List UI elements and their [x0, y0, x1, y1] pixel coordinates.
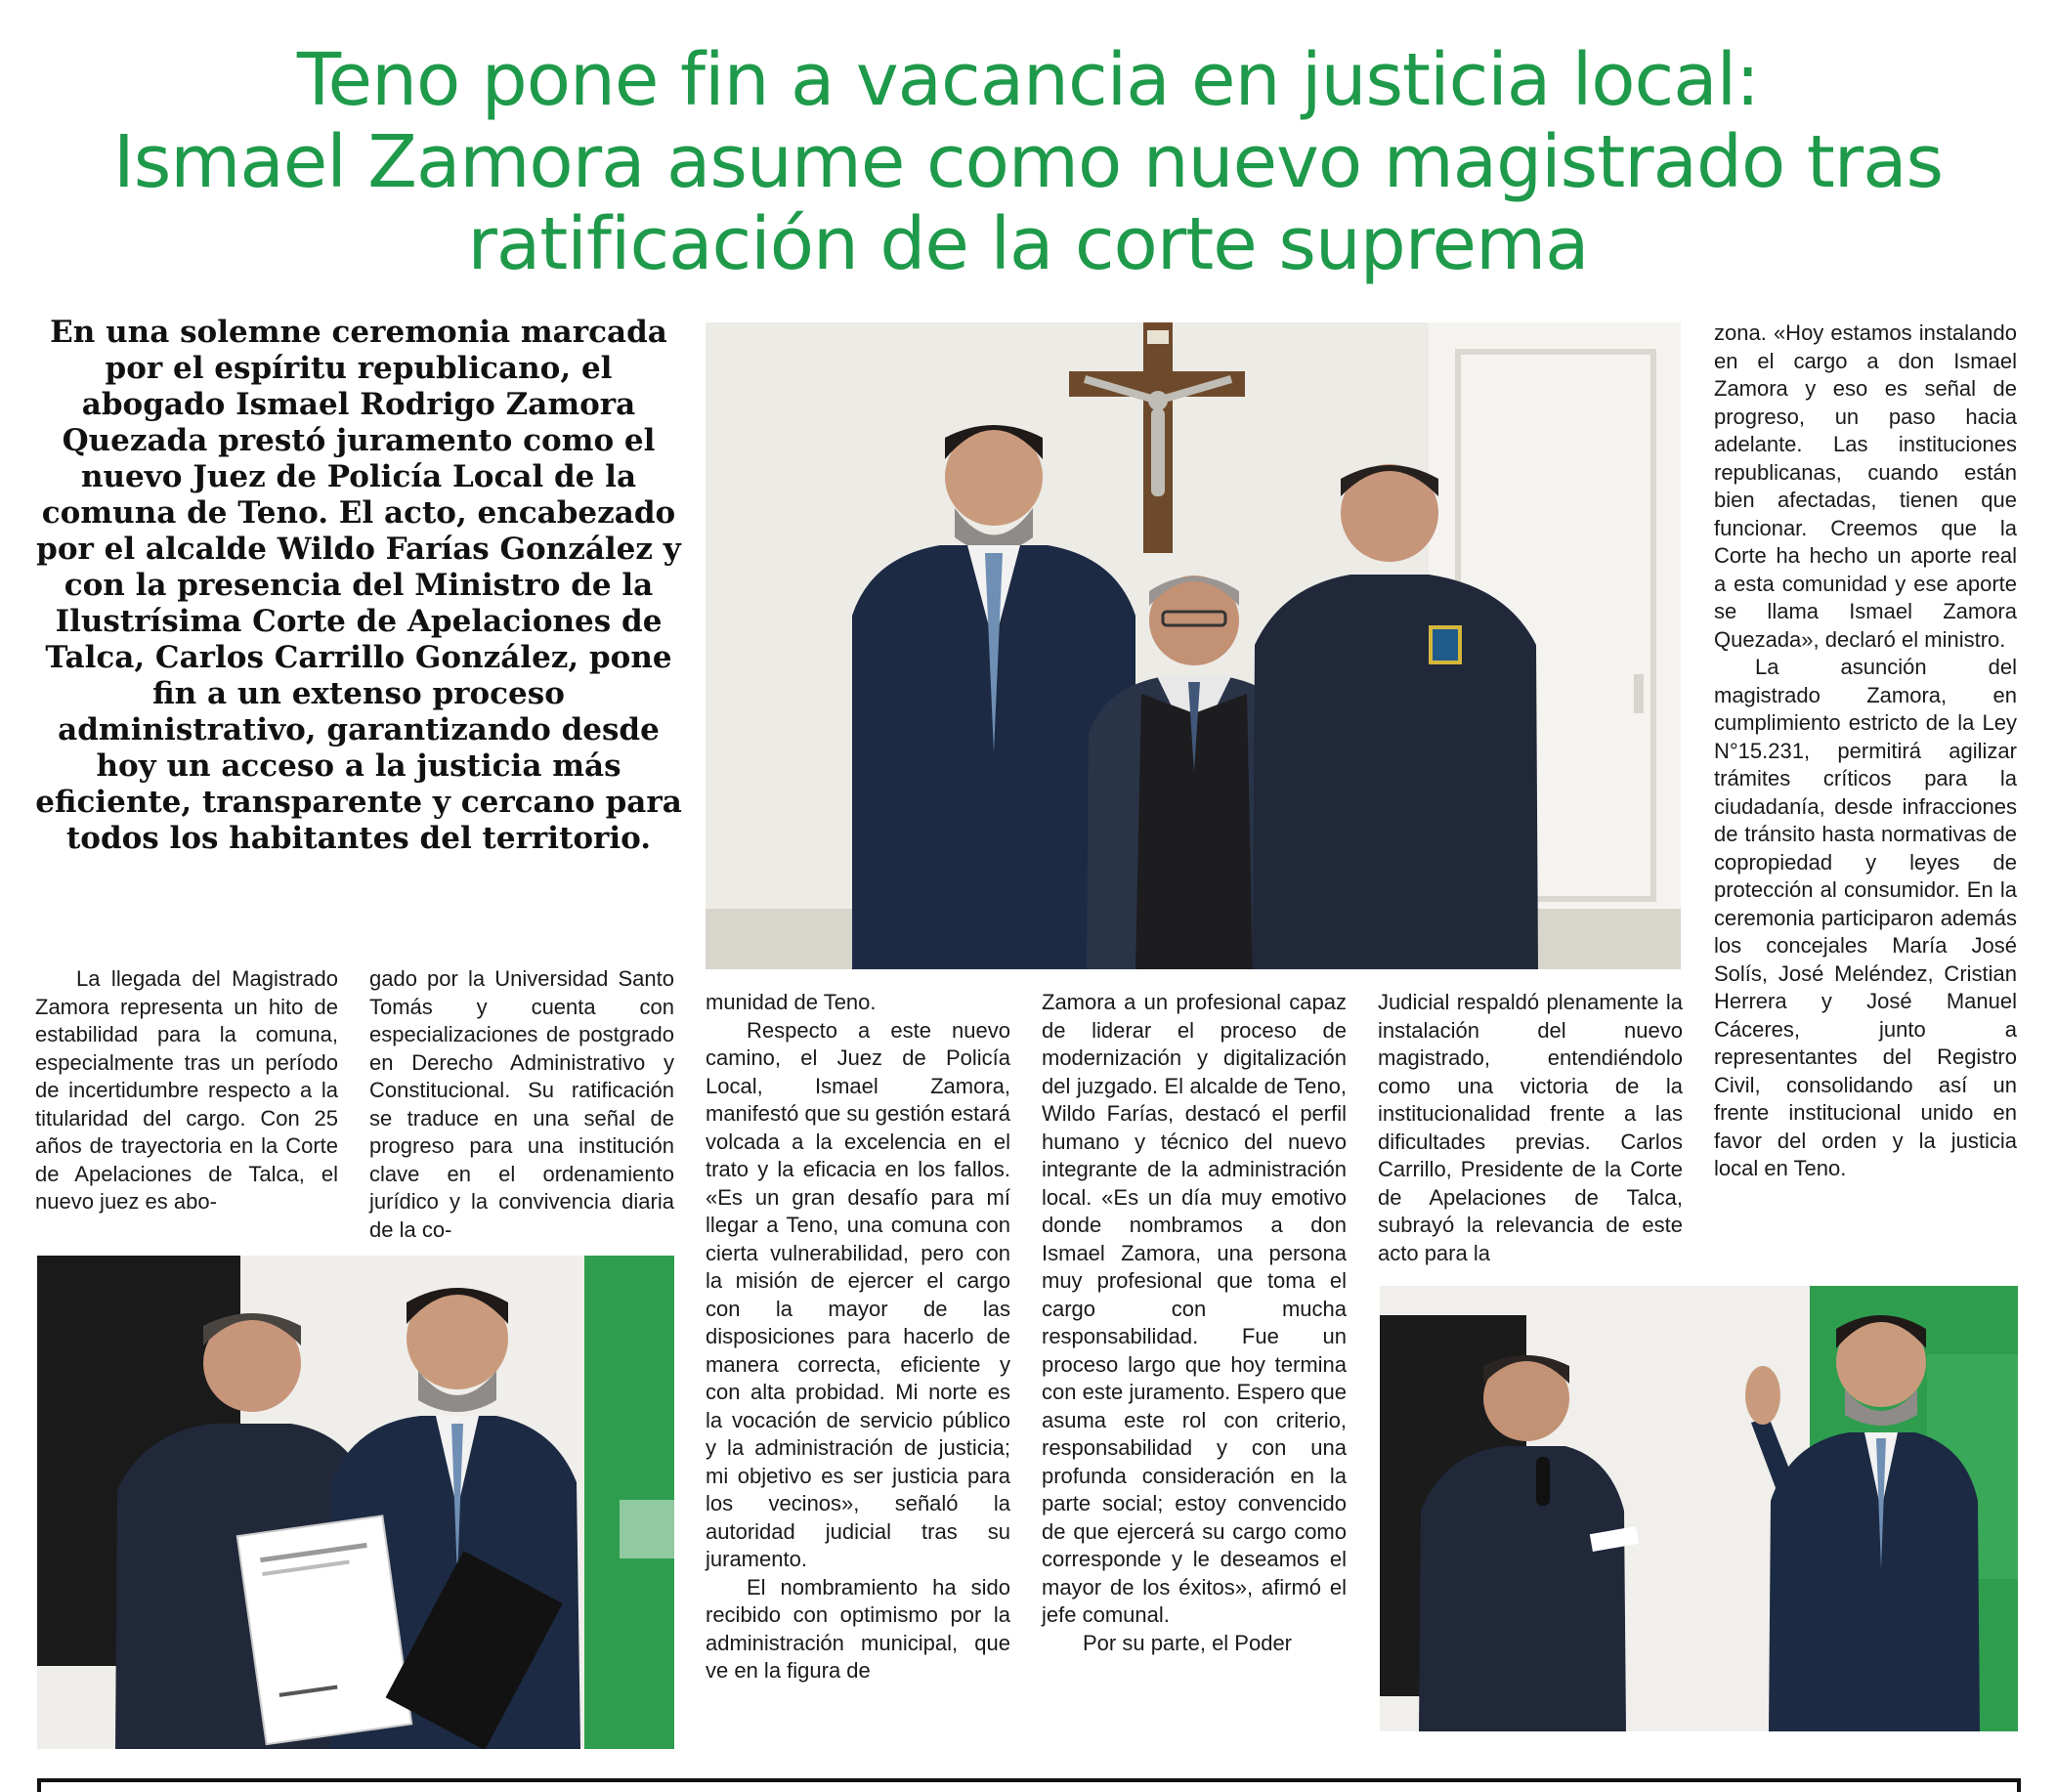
article-column — [1714, 320, 2017, 1183]
paragraph: Por su parte, el Poder — [1083, 1630, 1293, 1655]
oath-photo — [1380, 1286, 2018, 1731]
paragraph: munidad de Teno. — [706, 990, 877, 1014]
headline-line: Teno pone fin a vacancia en justicia local: — [296, 38, 1760, 122]
main-photo — [706, 322, 1681, 969]
headline — [39, 39, 2017, 285]
ceremony-document-photo — [37, 1256, 674, 1749]
paragraph: La llegada del Magistrado Zamora representa un hito de estabilidad para la comuna, especialmente tras un período de incertidumbre respecto a la titularidad del cargo. Con 25 años de trayectoria en la Corte de Apelaciones de Talca, el nuevo juez es abo- — [35, 966, 338, 1214]
paragraph: Zamora a un profesional capaz de liderar el proceso de modernización y digitalización del juzgado. El alcalde de Teno, Wildo Farías, destacó el perfil humano y técnico del nuevo integrante de la administración local. «Es un día muy emotivo donde nombramos a don Ismael Zamora, una persona muy profesional que toma el cargo con mucha responsabilidad. Fue un proceso largo que hoy termina con este juramento. Espero que asuma este rol con criterio, responsabilidad y con una profunda consideración en la parte social; estoy convencido de que ejercerá su cargo como corresponde y le deseamos el mayor de los éxitos», afirmó el jefe comunal. — [1042, 990, 1347, 1627]
paragraph: zona. «Hoy estamos instalando en el cargo a don Ismael Zamora y eso es señal de progreso, un paso hacia adelante. Las instituciones republicanas, cuando están bien afectadas, tienen que funcionar. Creemos que la Corte ha hecho un aporte real a esta comunidad y ese aporte se llama Ismael Zamora Quezada», declaró el ministro. — [1714, 320, 2017, 652]
article-column — [369, 965, 674, 1244]
article-column — [35, 965, 338, 1216]
paragraph: La asunción del magistrado Zamora, en cumplimiento estricto de la Ley N°15.231, permitirá agilizar trámites críticos para la ciudadanía, desde infracciones de tránsito hasta normativas de copropiedad y leyes de protección al consumidor. En la ceremonia participaron además los concejales María José Solís, José Meléndez, Cristian Herrera y José Manuel Cáceres, junto a representantes del Registro Civil, consolidando así un frente institucional unido en favor del orden y la justicia local en Teno. — [1714, 655, 2017, 1180]
article-column — [1378, 989, 1683, 1267]
headline-line: Ismael Zamora asume como nuevo magistrado tras — [112, 120, 1944, 204]
paragraph: Respecto a este nuevo camino, el Juez de Policía Local, Ismael Zamora, manifestó que su gestión estará volcada a la excelencia en el trato y la eficacia en los fallos. «Es un gran desafío para mí llegar a Teno, una comuna con cierta vulnerabilidad, pero con la misión de ejercer el cargo con la mayor de las disposiciones para hacerlo de manera correcta, eficiente y con alta probidad. Mi norte es la vocación de servicio público y la administración de justicia; mi objetivo es ser justicia para los vecinos», señaló la autoridad judicial tras su juramento. — [706, 1017, 1010, 1571]
paragraph: gado por la Universidad Santo Tomás y cuenta con especializaciones de postgrado en Derecho Administrativo y Constitucional. Su ratificación se traduce en una señal de progreso para una institución clave en el ordenamiento jurídico y la convivencia diaria de la co- — [369, 966, 674, 1242]
headline-line: ratificación de la corte suprema — [467, 202, 1589, 286]
paragraph: Judicial respaldó plenamente la instalación del nuevo magistrado, entendiéndolo como una victoria de la institucionalidad frente a las dificultades previas. Carlos Carrillo, Presidente de la Corte de Apelaciones de Talca, subrayó la relevancia de este acto para la — [1378, 990, 1683, 1265]
lead-paragraph: En una solemne ceremonia marcada por el espíritu republicano, el abogado Ismael Rodrigo Zamora Quezada prestó juramento como el nuevo Juez de Policía Local de la comuna de Teno. El acto, encabezado por el alcalde Wildo Farías González y con la presencia del Ministro de la Ilustrísima Corte de Apelaciones de Talca, Carlos Carrillo González, pone fin a un extenso proceso administrativo, garantizando desde hoy un acceso a la justicia más eficiente, transparente y cercano para todos los habitantes del territorio. — [35, 315, 682, 856]
paragraph: El nombramiento ha sido recibido con optimismo por la administración municipal, que ve en la figura de — [706, 1574, 1010, 1683]
article-column — [706, 989, 1010, 1685]
article-column — [1042, 989, 1347, 1657]
